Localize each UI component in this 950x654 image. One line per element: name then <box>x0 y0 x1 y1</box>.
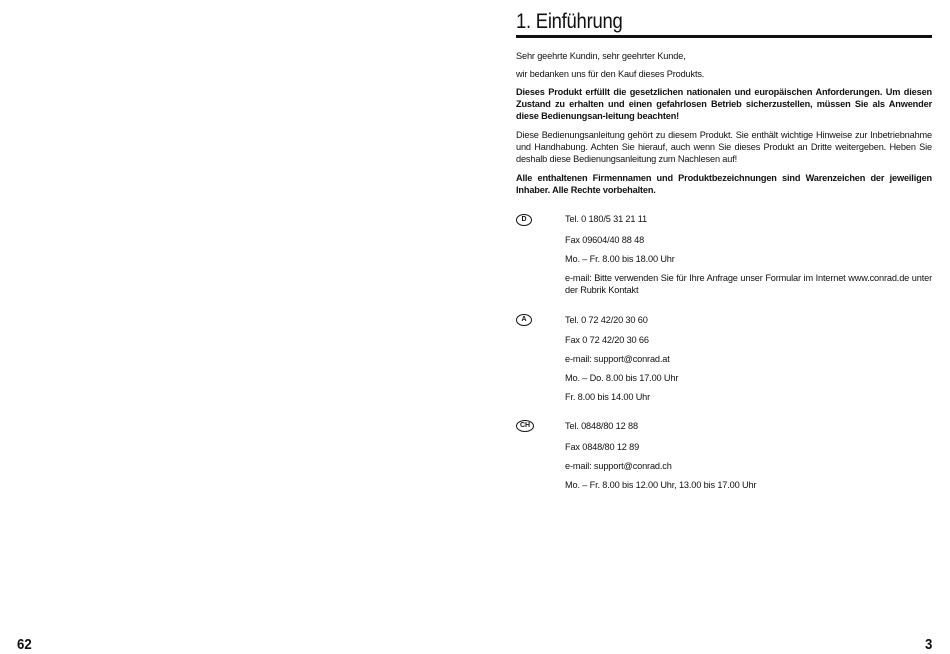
country-badge-at: A <box>516 314 532 326</box>
contact-de-email: e-mail: Bitte verwenden Sie für Ihre Anfrage unser Formular im Internet www.conrad.de unter der Rubrik Kontakt <box>565 273 932 295</box>
country-badge-ch: CH <box>516 420 534 432</box>
contact-at-fax: Fax 0 72 42/20 30 66 <box>565 335 649 345</box>
contact-at-hours-week: Mo. – Do. 8.00 bis 17.00 Uhr <box>565 373 679 383</box>
contact-de-tel: Tel. 0 180/5 31 21 11 <box>565 214 647 224</box>
contact-ch-hours: Mo. – Fr. 8.00 bis 12.00 Uhr, 13.00 bis 17.00 Uhr <box>565 480 757 490</box>
manual-note: Diese Bedienungsanleitung gehört zu diesem Produkt. Sie enthält wichtige Hinweise zur Inbetriebnahme und Handhabung. Achten Sie hierauf, auch wenn Sie dieses Produkt an Dritte weitergeben. Heben Sie deshalb diese Bedienungsanleitung zum Nachlesen auf! <box>516 130 932 164</box>
country-badge-de: D <box>516 214 532 226</box>
contact-de-hours: Mo. – Fr. 8.00 bis 18.00 Uhr <box>565 254 675 264</box>
contact-at-email: e-mail: support@conrad.at <box>565 354 670 364</box>
section-title: 1. Einführung <box>516 10 623 33</box>
contact-ch-fax: Fax 0848/80 12 89 <box>565 442 640 452</box>
contact-ch-tel: Tel. 0848/80 12 88 <box>565 421 638 431</box>
compliance-notice: Dieses Produkt erfüllt die gesetzlichen nationalen und europäischen Anforderungen. Um diesen Zustand zu erhalten und einen gefahrlosen Betrieb sicherzustellen, müssen Sie als Anwender diese Bedienungsan-leitung beachten! <box>516 87 932 121</box>
thanks-text: wir bedanken uns für den Kauf dieses Produkts. <box>516 69 705 79</box>
page-number-right: 3 <box>925 636 933 653</box>
contact-de-fax: Fax 09604/40 88 48 <box>565 235 645 245</box>
salutation: Sehr geehrte Kundin, sehr geehrter Kunde, <box>516 51 686 61</box>
trademark-notice: Alle enthaltenen Firmennamen und Produktbezeichnungen sind Warenzeichen der jeweiligen Inhaber. Alle Rechte vorbehalten. <box>516 173 932 195</box>
contact-at-hours-fri: Fr. 8.00 bis 14.00 Uhr <box>565 392 651 402</box>
contact-at-tel: Tel. 0 72 42/20 30 60 <box>565 315 648 325</box>
page-number-left: 62 <box>17 636 32 653</box>
title-rule <box>516 35 932 38</box>
contact-ch-email: e-mail: support@conrad.ch <box>565 461 672 471</box>
